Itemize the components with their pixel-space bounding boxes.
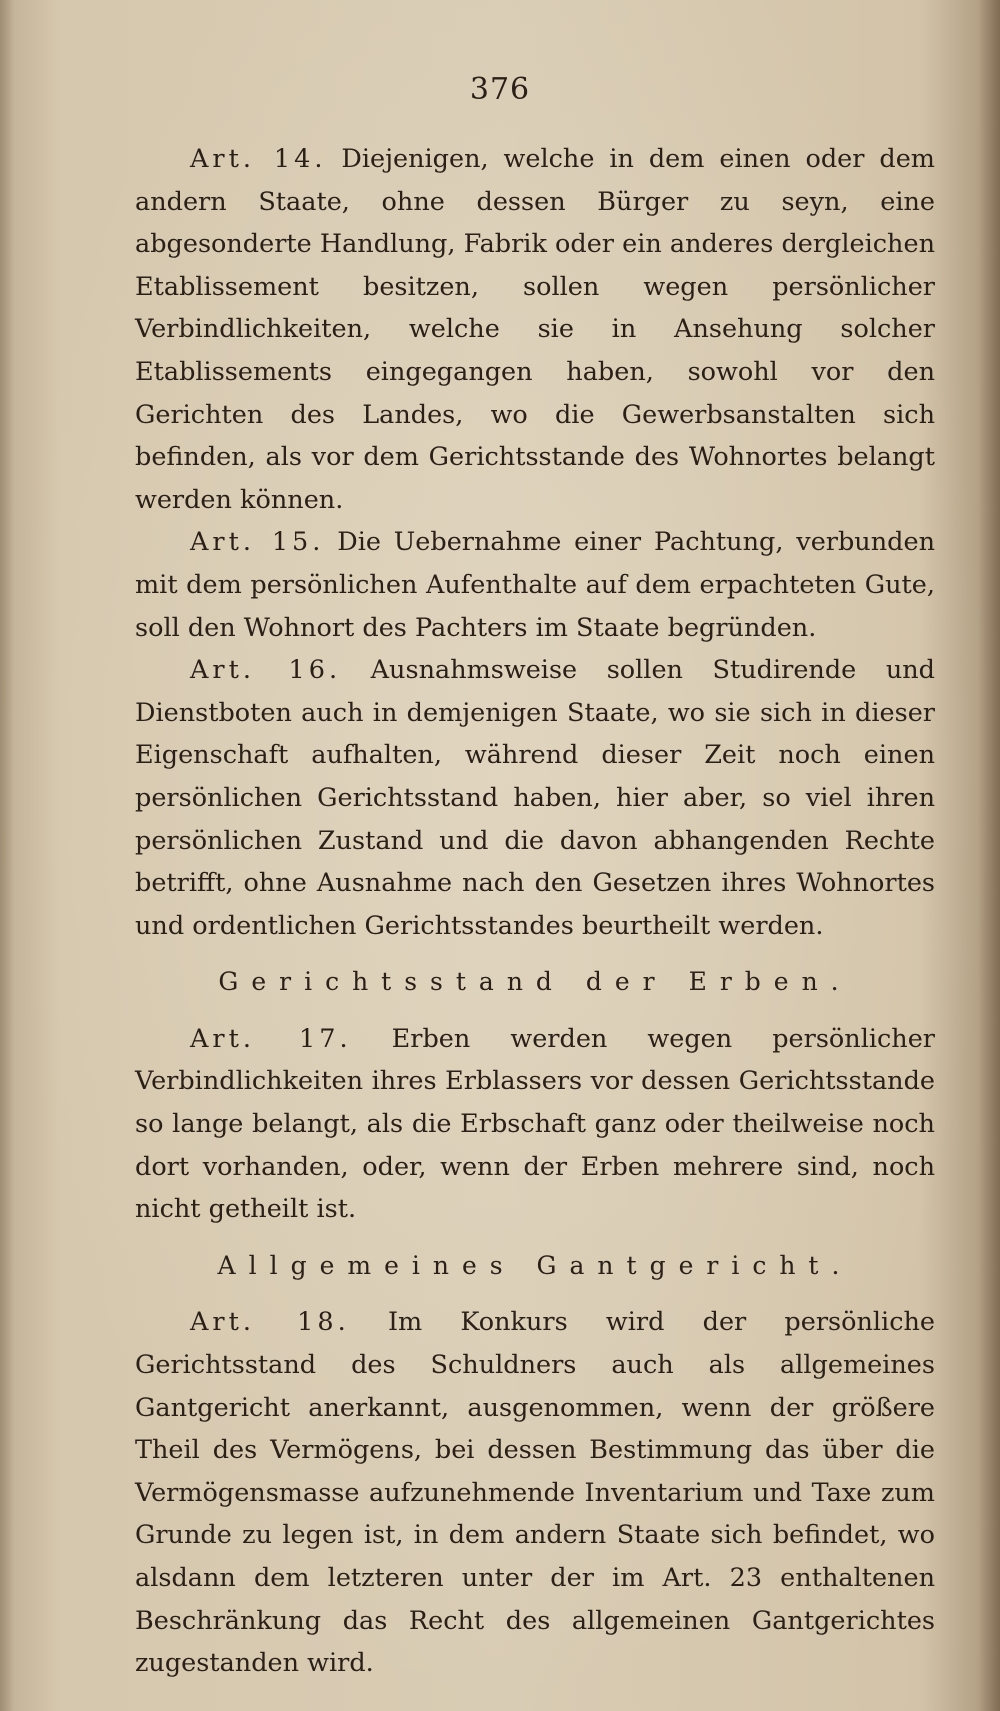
article-text: Die Uebernahme einer Pachtung, verbunden mit dem persönlichen Aufenthalte auf dem erpachteten Gute, soll den Wohnort des Pachters im Staate begründen.: [135, 527, 935, 643]
section-heading: Gerichtsstand der Erben.: [218, 967, 852, 997]
page-gutter-shadow: [0, 0, 14, 1711]
article-text: Erben werden wegen persönlicher Verbindlichkeiten ihres Erblassers vor dessen Gerichtsstande so lange belangt, als die Erbschaft ganz oder theilweise noch dort vorhanden, oder, wenn der Erben mehrere sind, noch nicht getheilt ist.: [135, 1023, 935, 1225]
page-number: 376: [469, 72, 531, 107]
article-14: [135, 138, 935, 521]
article-18: [135, 1301, 935, 1684]
article-15: [135, 521, 935, 649]
article-17: [135, 1018, 935, 1231]
article-label: Art. 18.: [190, 1307, 350, 1338]
article-16: [135, 649, 935, 947]
body-text: [135, 138, 935, 1685]
page-edge-shadow: [978, 0, 1000, 1711]
article-text: Diejenigen, welche in dem einen oder dem andern Staate, ohne dessen Bürger zu seyn, eine abgesonderte Handlung, Fabrik oder ein anderes dergleichen Etablissement besitzen, sollen wegen persönlicher Verbindlichkeiten, welche sie in Ansehung solcher Etablissements eingegangen haben, sowohl vor den Gerichten des Landes, wo die Gewerbsanstalten sich befinden, als vor dem Gerichtsstande des Wohnortes belangt werden können.: [135, 144, 935, 515]
article-text: Ausnahmsweise sollen Studirende und Dienstboten auch in demjenigen Staate, wo sie sich in dieser Eigenschaft aufhalten, während dieser Zeit noch einen persönlichen Gerichtsstand haben, hier aber, so viel ihren persönlichen Zustand und die davon abhangenden Rechte betrifft, ohne Ausnahme nach den Gesetzen ihres Wohnortes und ordentlichen Gerichtsstandes beurtheilt werden.: [135, 655, 935, 941]
article-label: Art. 14.: [190, 144, 327, 174]
section-heading: Allgemeines Gantgericht.: [217, 1250, 853, 1280]
article-label: Art. 15.: [190, 527, 325, 558]
article-label: Art. 16.: [190, 655, 342, 686]
article-label: Art. 17.: [190, 1023, 352, 1054]
article-text: Im Konkurs wird der persönliche Gerichtsstand des Schuldners auch als allgemeines Gantgericht anerkannt, ausgenommen, wenn der größere Theil des Vermögens, bei dessen Bestimmung das über die Vermögensmasse aufzunehmende Inventarium und Taxe zum Grunde zu legen ist, in dem andern Staate sich befindet, wo alsdann dem letzteren unter der im Art. 23 enthaltenen Beschränkung das Recht des allgemeinen Gantgerichtes zugestanden wird.: [135, 1307, 936, 1679]
